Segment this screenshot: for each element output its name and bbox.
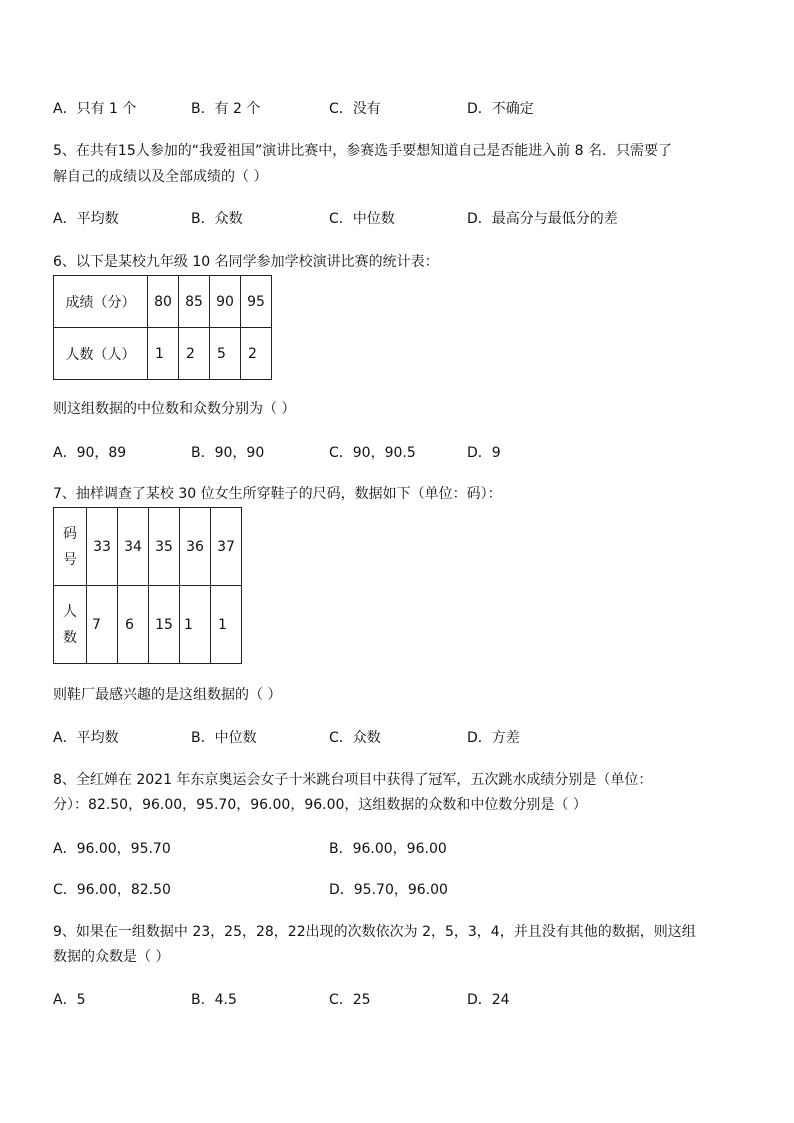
q5-stem-line2: 解自己的成绩以及全部成绩的（ ） (53, 169, 268, 185)
table-cell-header (54, 586, 87, 664)
table-row (54, 586, 242, 664)
table-cell: 2 (179, 328, 210, 380)
table-cell: 34 (118, 508, 149, 586)
q6-option-a: A．90，89 (53, 445, 127, 461)
table-cell: 33 (87, 508, 118, 586)
q9-stem-line2: 数据的众数是（ ） (53, 949, 170, 965)
q8-option-a: A．96.00，95.70 (53, 841, 171, 857)
q7-row2-header-b: 数 (63, 629, 77, 646)
q7-option-c: C．众数 (329, 730, 381, 746)
q6-option-b: B．90，90 (191, 445, 265, 461)
table-cell: 95 (241, 276, 272, 328)
q4-option-d: D．不确定 (467, 101, 534, 117)
q4-option-c: C．没有 (329, 101, 381, 117)
q7-option-b: B．中位数 (191, 730, 257, 746)
q8-option-d: D．95.70，96.00 (329, 882, 448, 898)
q5-option-c: C．中位数 (329, 211, 395, 227)
q8-option-b: B．96.00，96.00 (329, 841, 447, 857)
table-cell: 37 (211, 508, 242, 586)
q9-option-d: D．24 (467, 992, 510, 1008)
q5-option-a: A．平均数 (53, 211, 119, 227)
table-cell: 1 (180, 586, 211, 664)
q7-row1-header-a: 码 (63, 525, 77, 542)
q7-option-a: A．平均数 (53, 730, 119, 746)
table-cell-header: 成绩（分） (54, 276, 148, 328)
q9-option-a: A．5 (53, 992, 86, 1008)
table-cell: 6 (118, 586, 149, 664)
q5-option-d: D．最高分与最低分的差 (467, 211, 618, 227)
q6-option-d: D．9 (467, 445, 501, 461)
table-cell: 7 (87, 586, 118, 664)
q7-question: 则鞋厂最感兴趣的是这组数据的（ ） (53, 687, 282, 703)
table-cell-header: 人数（人） (54, 328, 148, 380)
q8-stem-line2: 分）：82.50，96.00，95.70，96.00，96.00，这组数据的众数和中位数分别是（ ） (53, 797, 587, 813)
table-cell: 35 (149, 508, 180, 586)
table-cell: 36 (180, 508, 211, 586)
q9-stem-line1: 9、如果在一组数据中 23，25，28，22出现的次数依次为 2，5，3，4，并且没有其他的数据，则这组 (53, 924, 696, 940)
table-cell: 1 (148, 328, 179, 380)
table-row (54, 328, 272, 380)
q4-option-b: B．有 2 个 (191, 101, 261, 117)
q9-option-c: C．25 (329, 992, 371, 1008)
q7-row1-header-b: 号 (63, 551, 77, 568)
table-cell: 1 (211, 586, 242, 664)
q7-size-table (53, 507, 242, 664)
table-cell: 85 (179, 276, 210, 328)
table-cell: 15 (149, 586, 180, 664)
table-cell: 90 (210, 276, 241, 328)
table-cell: 80 (148, 276, 179, 328)
q6-stem: 6、以下是某校九年级 10 名同学参加学校演讲比赛的统计表： (53, 254, 439, 270)
q5-stem-line1: 5、在共有15人参加的“我爱祖国”演讲比赛中，参赛选手要想知道自己是否能进入前 8 名．只需要了 (53, 143, 673, 159)
table-row (54, 276, 272, 328)
q9-option-b: B．4.5 (191, 992, 237, 1008)
table-cell: 5 (210, 328, 241, 380)
q8-option-c: C．96.00，82.50 (53, 882, 171, 898)
q6-question: 则这组数据的中位数和众数分别为（ ） (53, 401, 296, 417)
q7-option-d: D．方差 (467, 730, 520, 746)
q5-option-b: B．众数 (191, 211, 243, 227)
table-row (54, 508, 242, 586)
q6-score-table (53, 275, 272, 380)
q7-row2-header-a: 人 (63, 603, 77, 620)
q4-option-a: A．只有 1 个 (53, 101, 137, 117)
table-cell-header (54, 508, 87, 586)
table-cell: 2 (241, 328, 272, 380)
q7-stem: 7、抽样调查了某校 30 位女生所穿鞋子的尺码，数据如下（单位：码）： (53, 486, 502, 502)
q8-stem-line1: 8、全红婵在 2021 年东京奥运会女子十米跳台项目中获得了冠军，五次跳水成绩分别是（单位： (53, 772, 653, 788)
q6-option-c: C．90，90.5 (329, 445, 416, 461)
